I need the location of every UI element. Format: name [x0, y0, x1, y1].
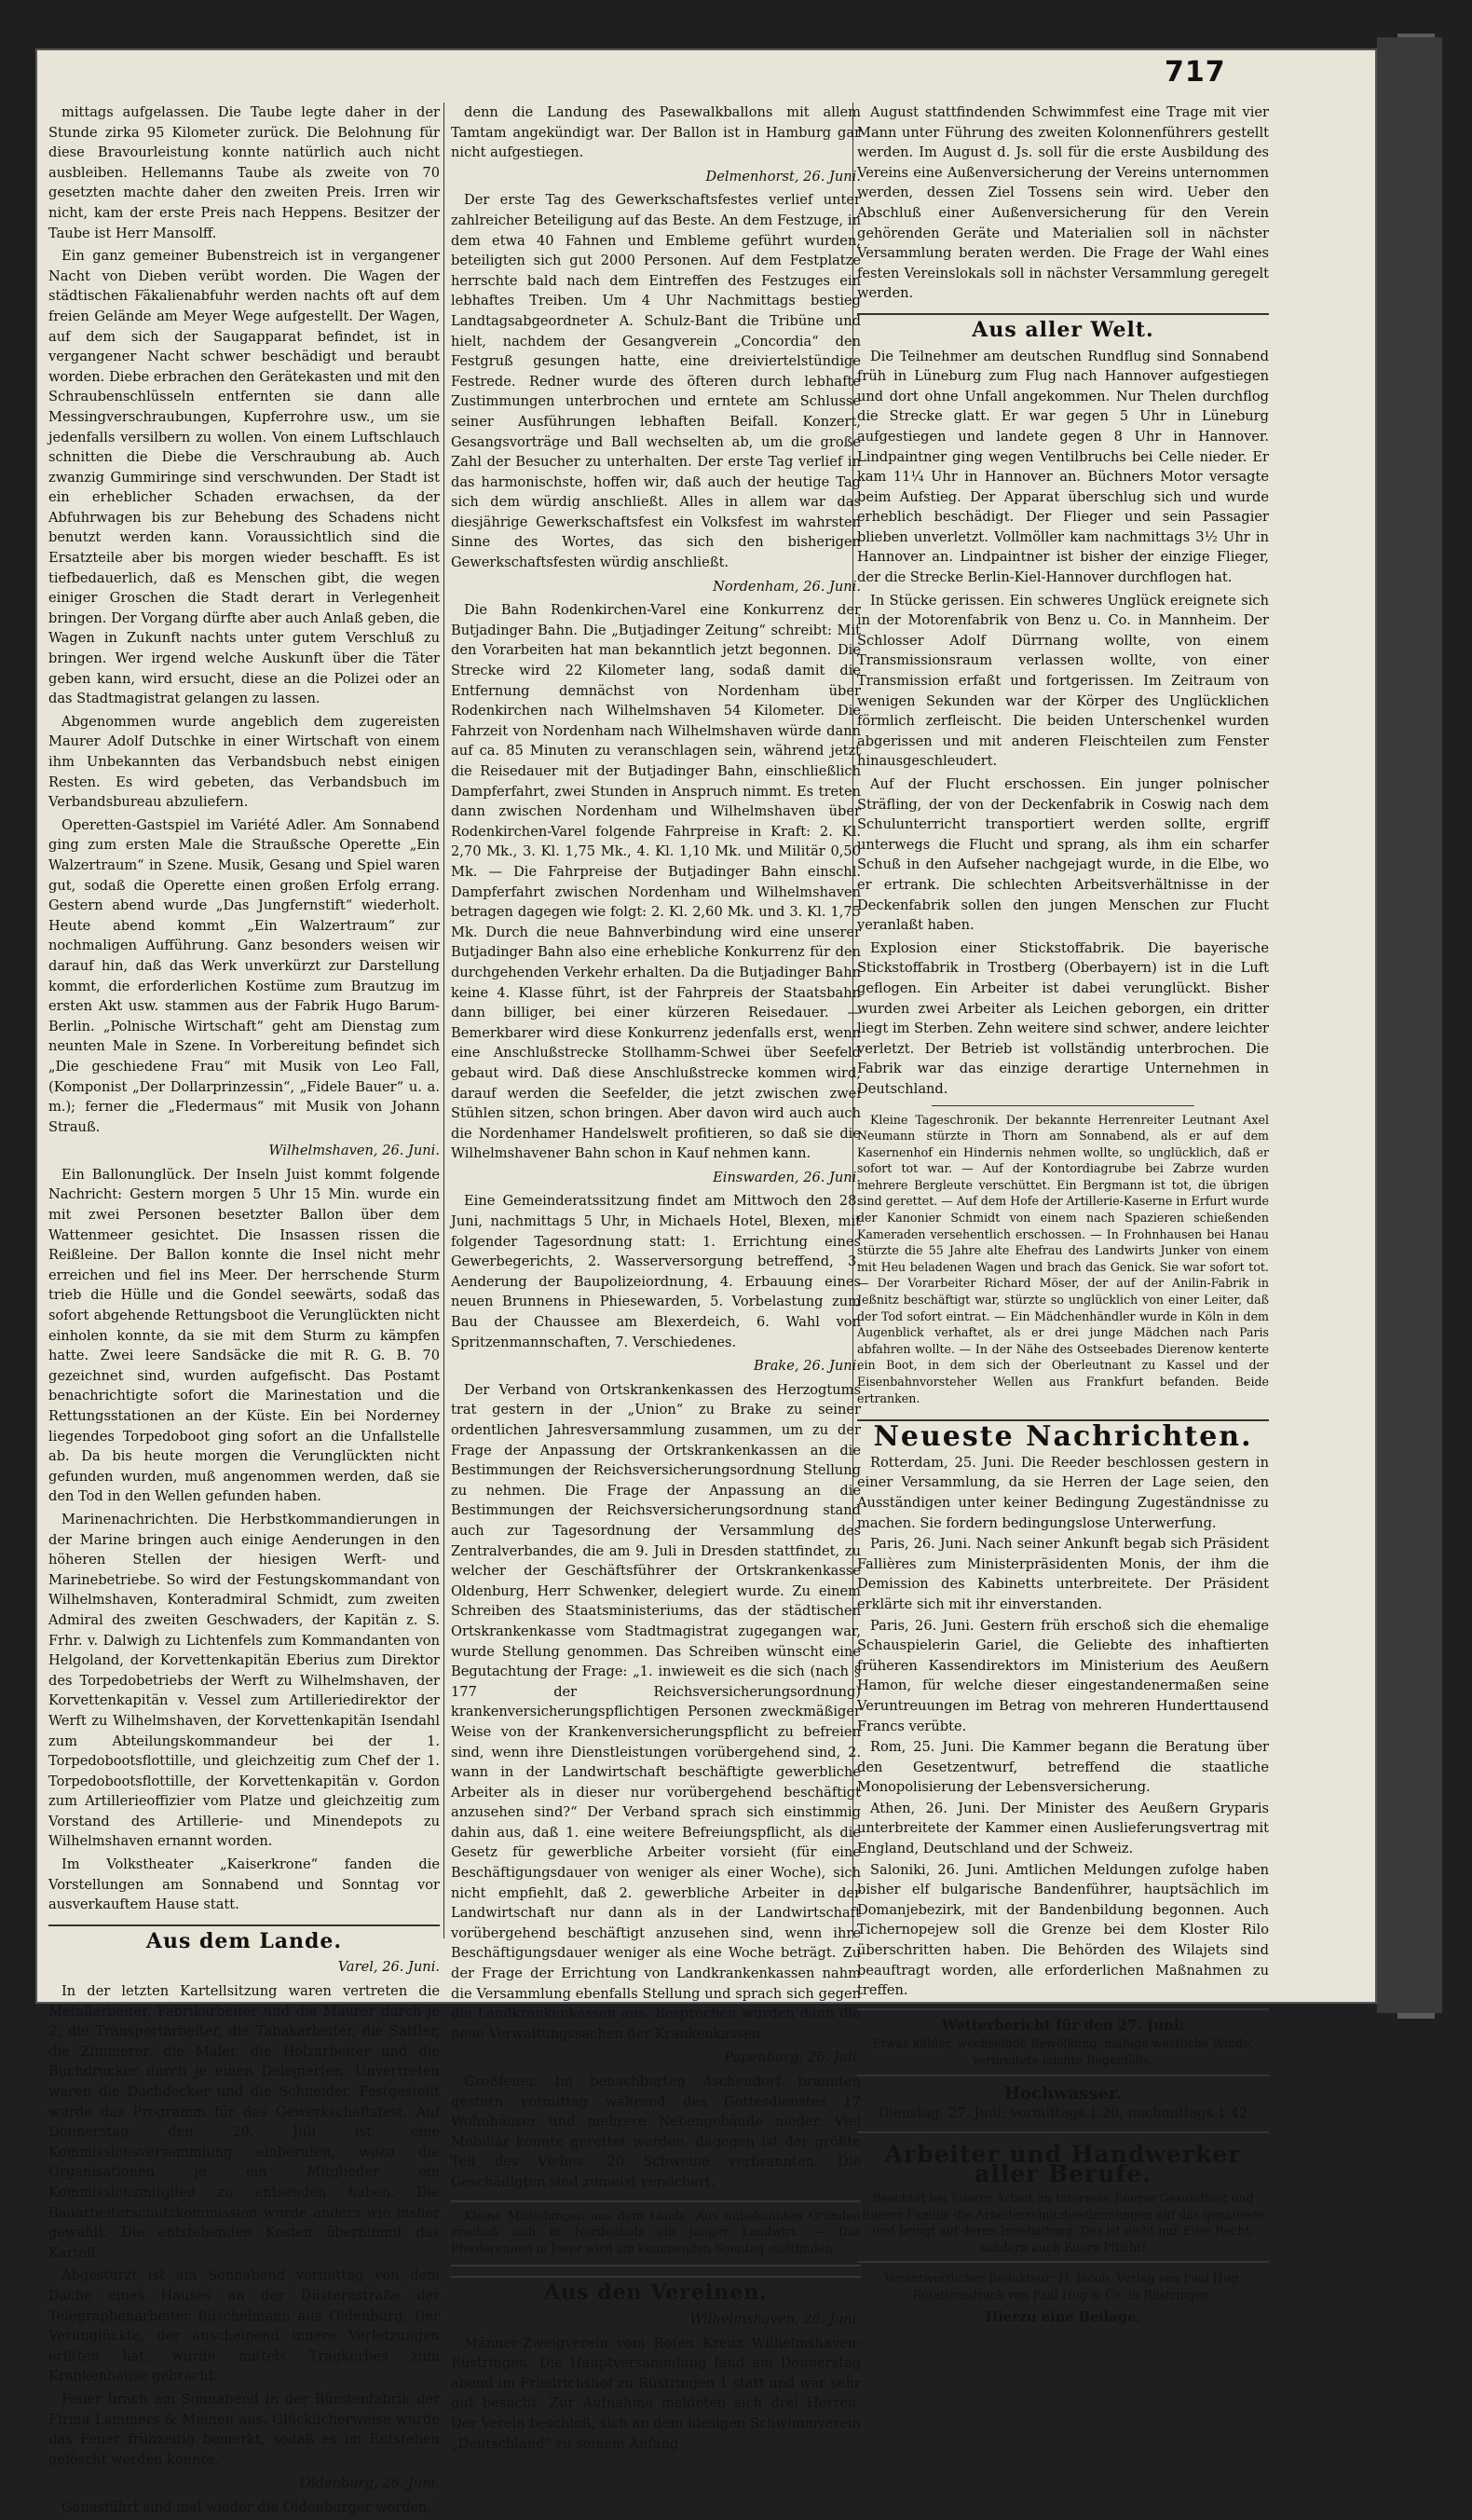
article-paragraph: Die Bahn Rodenkirchen-Varel eine Konkurrenz der Butjadinger Bahn. Die „Butjadinger Zeitung“ schreibt: Mit den Vorarbeiten hat man bekanntlich jetzt begonnen. Die Strecke wird 22 Kilometer lang, sodaß damit die Entfernung demnächst von Nordenham über Rodenkirchen nach Wilhelmshaven 54 Kilometer. Die Fahrzeit von Nordenham nach Wilhelmshaven würde dann auf ca. 85 Minuten zu veranschlagen sein, während jetzt die Reisedauer mit der Butjadinger Bahn, einschließlich Dampferfahrt, zwei Stunden in Anspruch nimmt. Es treten dann zwischen Nordenham und Wilhelmshaven über Rodenkirchen-Varel folgende Fahrpreise in Kraft: 2. Kl. 2,70 Mk., 3. Kl. 1,75 Mk., 4. Kl. 1,10 Mk. und Militär 0,50 Mk. — Die Fahrpreise der Butjadinger Bahn einschl. Dampferfahrt zwischen Nordenham und Wilhelmshaven betragen dagegen wie folgt: 2. Kl. 2,60 Mk. und 3. Kl. 1,75 Mk. Durch die neue Bahnverbindung wird eine unserer Butjadinger Bahn also eine erhebliche Konkurrenz für den durchgehenden Verkehr erhalten. Da die Butjadinger Bahn keine 4. Klasse führt, ist der Fahrpreis der Staatsbahn dann billiger, bei einer kürzeren Reisedauer. — Bemerkbarer wird diese Konkurrenz jedenfalls erst, wenn eine Anschlußstrecke Stollhamm-Schwei über Seefeld gebaut wird. Daß diese Anschlußstrecke kommen wird, darauf werden die Seefelder, die jetzt zwischen zwei Stühlen sitzen, schon bringen. Aber davon wird auch auch die Nordenhamer Handelswelt profitieren, so daß sie die Wilhelmshavener Bahn schon in Kauf nehmen kann.	[451, 602, 861, 1162]
article-paragraph: Im Volkstheater „Kaiserkrone“ fanden die Vorstellungen am Sonnabend und Sonntag vor ausverkauftem Hause statt.	[48, 1856, 440, 1913]
dateline: Varel, 26. Juni.	[337, 1959, 440, 1976]
small-chronicle	[857, 1112, 1269, 1407]
dateline: Papenburg, 26. Juli.	[724, 2049, 861, 2066]
article-paragraph: Eine Gemeinderatssitzung findet am Mittwoch den 28. Juni, nachmittags 5 Uhr, in Michaels Hotel, Blexen, mit folgender Tagesordnung statt: 1. Errichtung eines Gewerbegerichts, 2. Wasserversorgung betreffend, 3. Aenderung der Baupolizeiordnung, 4. Erbauung eines neuen Brunnens in Phiesewarden, 5. Vorbelastung zum Bau der Chaussee am Blexerdeich, 6. Wahl von Spritzenmannschaften, 7. Verschiedenes.	[451, 1193, 861, 1350]
dateline: Einswarden, 26. Juni.	[713, 1169, 861, 1185]
imprint: Verantwortlicher Redakteur: H. Jacob, Verlag von Paul Hug, Rotationsdruck von Paul Hug & Co. in Rüstringen.	[883, 2271, 1243, 2302]
news-item: Athen, 26. Juni. Der Minister des Aeußern Gryparis unterbreitete der Kammer einen Auslieferungsvertrag mit England, Deutschland und der Schweiz.	[857, 1800, 1269, 1857]
news-item: Rom, 25. Juni. Die Kammer begann die Beratung über den Gesetzentwurf, betreffend die staatliche Monopolisierung der Lebensversicherung.	[857, 1739, 1269, 1796]
column-1	[48, 103, 440, 2520]
article-paragraph: Marinenachrichten. Die Herbstkommandierungen in der Marine bringen auch einige Aenderungen in den höheren Stellen der hiesigen Werft- und Marinebetriebe. So wird der Festungskommandant von Wilhelmshaven, Konteradmiral Schmidt, zum zweiten Admiral des zweiten Geschwaders, der Kapitän z. S. Frhr. v. Dalwigh zu Lichtenfels zum Kommandanten von Helgoland, der Korvettenkapitän Eberius zum Direktor des Torpedobetriebs der Werft zu Wilhelmshaven, der Korvettenkapitän v. Vessel zum Artilleriedirektor der Werft zu Wilhelmshaven, der Korvettenkapitän Isendahl zum Abteilungskommandeur bei der 1. Torpedobootsflottille, und gleichzeitig zum Chef der 1. Torpedobootsflottille, der Korvettenkapitän v. Gordon zum Artillerieoffizier vom Platze und gleichzeitig zum Vorstand des Artillerie- und Minendepots zu Wilhelmshaven ernannt worden.	[48, 1511, 440, 1850]
article-paragraph: Großfeuer. Im benachbarten Aschendorf brannten gestern vormittag während des Gottesdienstes 17 Wohnhäuser und mehrere Nebengebäude nieder. Viel Mobiliar konnte gerettet werden, dagegen ist der größte Teil des Viehes. 20 Schweine verbrannten. Die Geschädigten sind zumeist versichert.	[451, 2074, 861, 2190]
page-number: 717	[1165, 56, 1226, 89]
article-paragraph: denn die Landung des Pasewalkballons mit allem Tamtam angekündigt war. Der Ballon ist in Hamburg gar nicht aufgestiegen.	[451, 104, 861, 161]
column-rule	[443, 103, 444, 1938]
weather-title: Wetterbericht für den 27. Juni:	[941, 2016, 1185, 2034]
article-paragraph: Auf der Flucht erschossen. Ein junger polnischer Sträfling, der von der Deckenfabrik in Coswig nach dem Schulunterricht transportiert werden sollte, ergriff unterwegs die Flucht und sprang, als ihm ein scharfer Schuß in den Aufseher nachgejagt wurde, in die Elbe, wo er ertrank. Die schlechten Arbeitsverhältnisse in der Deckenfabrik sollen den jungen Menschen zur Flucht veranlaßt haben.	[857, 776, 1269, 934]
article-paragraph: In Stücke gerissen. Ein schweres Unglück ereignete sich in der Motorenfabrik von Benz u. Co. in Mannheim. Der Schlosser Adolf Dürrnang wollte, von einem Transmissionsraum verlassen wollte, von einer Transmission erfaßt und fortgerissen. Im Zeitraum von wenigen Sekunden war der Körper des Unglücklichen förmlich zerfleischt. Die beiden Unterschenkel wurden abgerissen und mit anderen Fleischteilen zum Fenster hinausgeschleudert.	[857, 592, 1269, 770]
latest-news	[857, 1453, 1269, 2001]
small-news: Kleine Mitteilungen aus dem Lande. Aus unbekannten Gründen erschoß sich in Nordenholz ein junger Landwirt. — Das Pferderennen in Jever wird am kommenden Sonntag stattfinden.	[451, 2208, 861, 2255]
dateline: Oldenburg, 26. Juni.	[299, 2475, 440, 2492]
tide-title: Hochwasser.	[1003, 2083, 1123, 2103]
weather-text: Etwas kühler, wechselnde Bewölkung, mäßige westliche Winde, verbreitete leichte Regenfälle.	[872, 2036, 1254, 2067]
article-paragraph: Explosion einer Stickstoffabrik. Die bayerische Stickstoffabrik in Trostberg (Oberbayern) ist in die Luft geflogen. Ein Arbeiter ist dabei verunglückt. Bisher wurden zwei Arbeiter als Leichen geborgen, ein dritter liegt im Sterben. Zehn weitere sind schwer, andere leichter verletzt. Der Betrieb ist vollständig unterbrochen. Die Fabrik war das einzige derartige Unternehmen in Deutschland.	[857, 939, 1269, 1097]
article-paragraph: August stattfindenden Schwimmfest eine Trage mit vier Mann unter Führung des zweiten Kolonnenführers gestellt werden. Im August d. Js. soll für die erste Ausbildung des Vereins eine Außenversicherung der Vereins unternommen werden, dessen Ziel Tossens sein wird. Ueber den Abschluß einer Außenversicherung für den Verein gehörenden Geräte und Materialien soll in nächster Versammlung beraten werden. Die Frage der Wahl eines festen Vereinslokals soll in nächster Versammlung geregelt werden.	[857, 104, 1269, 302]
news-item: Saloniki, 26. Juni. Amtlichen Meldungen zufolge haben bisher elf bulgarische Bandenführer, hauptsächlich im Domanjebezirk, mit der Bandenbildung begonnen. Auch Tichernopejew soll die Grenze bei dem Kloster Rilo überschritten haben. Die Behörden des Wilajets sind beauftragt worden, alle erforderlichen Maßnahmen zu treffen.	[857, 1861, 1269, 1999]
workers-notice	[857, 2131, 1269, 2264]
supplement-note: Hierzu eine Beilage.	[985, 2308, 1141, 2325]
dateline: Wilhelmshaven, 26. Juni.	[268, 1143, 440, 1159]
dateline: Wilhelmshaven, 26. Juni.	[689, 2310, 861, 2327]
article-paragraph: In der letzten Kartellsitzung waren vertreten die Metallarbeiter, Fabrikarbeiter und die Maurer durch je 2, die Transportarbeiter, die Tabakarbeiter, die Sattler, die Zimmerer, die Maler, die Holzarbeiter und die Buchdrucker durch je einen Delegierten. Unvertreten waren die Dachdecker und die Schneider. Festgestellt wurde das Programm für das Gewerkschaftsfest. Auf Donnerstag den 20. Juli ist eine Kommissionsversammlung einberufen, wozu die Organisationen je ein Mitglieder ein Kommissionsmitglied zu entsenden haben. Die Bauarbeiterschutzkommission wurde anders wie bisher gewählt. Die entstehenden Kosten übernimmt das Kartell.	[48, 1983, 440, 2261]
small-news: Kleine Tageschronik. Der bekannte Herrenreiter Leutnant Axel Neumann stürzte in Thorn am Sonnabend, als er auf dem Kasernenhof ein Hindernis nehmen wollte, so unglücklich, daß er sofort tot war. — Auf der Kontordiagrube bei Zabrze wurden mehrere Bergleute verschüttet. Ein Bergmann ist tot, die übrigen sind gerettet. — Auf dem Hofe der Artillerie-Kaserne in Erfurt wurde der Kanonier Schmidt von einem nach Spazieren schießenden Kameraden versehentlich erschossen. — In Frohnhausen bei Hanau stürzte die 55 Jahre alte Ehefrau des Landwirts Junker von einem mit Heu beladenen Wagen und brach das Genick. Sie war sofort tot. — Der Vorarbeiter Richard Möser, der auf der Anilin-Fabrik in Jeßnitz beschäftigt war, stürzte so unglücklich von einer Leiter, daß der Tod sofort eintrat. — Ein Mädchenhändler wurde in Köln in dem Augenblick verhaftet, als er drei junge Mädchen nach Paris abfahren wollte. — In der Nähe des Ostseebades Dierenow kenterte ein Boot, in dem sich der Oberleutnant zu Kassel und der Eisenbahnvorsteher Wellen aus Frankfurt befanden. Beide ertranken.	[857, 1112, 1269, 1405]
article-paragraph: Abgestürzt ist am Sonnabend vormittag von dem Dache eines Hauses an der Düsternstraße der Telegraphenarbeiter Büschelmann aus Oldenburg. Der Verunglückte, der anscheinend innere Verletzungen erlitten hat, wurde mittels Tragkorbes zum Krankenhause gebracht.	[48, 2267, 440, 2385]
dateline: Brake, 26. Juni.	[754, 1358, 861, 1375]
article-paragraph: Männer-Zweigverein vom Roten Kreuz Wilhelmshaven-Rüstringen. Die Hauptversammlung fand am Donnerstag abend im Friedrichshof zu Rüstringen 1 statt und war sehr gut besucht. Zur Aufnahme meldeten sich drei Herren. Der Verein beschloß, sich an dem hiesigen Schwimmverein „Deutschland“ zu seinem Anfang	[451, 2335, 861, 2452]
section-heading: Aus den Vereinen.	[451, 2276, 861, 2304]
dateline: Delmenhorst, 26. Juni.	[705, 168, 861, 185]
article-paragraph: Feuer brach am Sonnabend in der Bürstenfabrik der Firma Lammers & Meinen aus. Glücklicherweise wurde das Feuer frühzeitig bemerkt, sodaß es im Entstehen gelöscht werden konnte.	[48, 2390, 440, 2468]
article-paragraph: Operetten-Gastspiel im Variété Adler. Am Sonnabend ging zum ersten Male die Straußsche Operette „Ein Walzertraum“ in Szene. Musik, Gesang und Spiel waren gut, sodaß die Operette einen großen Erfolg errang. Gestern abend wurde „Das Jungfernstift“ wiederholt. Heute abend kommt „Ein Walzertraum“ zur nochmaligen Aufführung. Ganz besonders weisen wir darauf hin, daß das Werk unverkürzt zur Darstellung kommt, die erforderlichen Kostüme zum Brautzug im ersten Akt usw. stammen aus der Fabrik Hugo Barum-Berlin. „Polnische Wirtschaft“ geht am Dienstag zum neunten Male in Szene. In Vorbereitung befindet sich „Die geschiedene Frau“ mit Musik von Leo Fall, (Komponist „Der Dollarprinzessin“, „Fidele Bauer“ u. a. m.); ferner die „Fledermaus“ mit Musik von Johann Strauß.	[48, 816, 440, 1135]
page-edge-shadow	[1377, 37, 1442, 2013]
section-heading: Neueste Nachrichten.	[857, 1419, 1269, 1447]
news-item: Paris, 26. Juni. Nach seiner Ankunft begab sich Präsident Fallières zum Ministerpräsidenten Monis, der ihm die Demission des Kabinetts unterbreitete. Der Präsident erklärte sich mit ihr einverstanden.	[857, 1536, 1269, 1612]
divider	[932, 1105, 1194, 1106]
article-paragraph: Ein Ballonunglück. Der Inseln Juist kommt folgende Nachricht: Gestern morgen 5 Uhr 15 Min. wurde ein mit zwei Personen besetzter Ballon über dem Wattenmeer gesichtet. Die Insassen rissen die Reißleine. Der Ballon konnte die Insel nicht mehr erreichen und fiel ins Meer. Der herrschende Sturm trieb die Hülle und die Gondel seewärts, sodaß das sofort abgehende Rettungsboot die Verunglückten nicht einholen konnte, da sie mit dem Sturm zu kämpfen hatte. Zwei leere Sandsäcke die mit R. G. B. 70 gezeichnet sind, wurden aufgefischt. Das Postamt benachrichtigte sofort die Marinestation und die Rettungsstationen an der Küste. Ein bei Norderney liegendes Torpedoboot ging sofort an die Unfallstelle ab. Da bis heute morgen die Verunglückten nicht gefunden wurden, muß angenommen werden, daß sie den Tod in den Wellen gefunden haben.	[48, 1166, 440, 1505]
tide-text: Dienstag, 27. Juni: vormittags 1.20, nachmittags 1.42	[878, 2105, 1248, 2122]
section-heading: Aus dem Lande.	[48, 1924, 440, 1952]
dateline: Nordenham, 26. Juni.	[713, 578, 861, 595]
article-paragraph: Der Verband von Ortskrankenkassen des Herzogtums trat gestern in der „Union“ zu Brake zu seiner ordentlichen Jahresversammlung zusammen, um zu der Frage der Anpassung der Ortskrankenkassen an die Bestimmungen der Reichsversicherungsordnung Stellung zu nehmen. Die Frage der Anpassung an die Bestimmungen der Reichsversicherungsordnung stand auch zur Tagesordnung der Versammlung des Zentralverbandes, die am 9. Juli in Dresden stattfindet, zu welcher der Geschäftsführer der Ortskrankenkasse Oldenburg, Herr Schwenker, delegiert wurde. Zu einem Schreiben des Staatsministeriums, das der städtischen Ortskrankenkasse vom Stadtmagistrat zugegangen war, wurde Stellung genommen. Das Schreiben wünscht eine Begutachtung der Frage: „1. inwieweit es die sich (nach § 177 der Reichsversicherungsordnung) krankenversicherungspflichtigen Personen zweckmäßiger Weise von der Krankenversicherungspflicht zu befreien sind, wenn ihre Dienstleistungen vorübergehend sind, 2. wann in der Landwirtschaft beschäftigte gewerbliche Arbeiter als in dieser nur vorübergehend beschäftigt anzusehen sind?“ Der Verband sprach sich einstimmig dahin aus, daß 1. eine weitere Befreiungspflicht, als die Gesetz für gewerbliche Arbeiter vorsieht (für eine Beschäftigungsdauer von weniger als einer Woche), sich nicht empfiehlt, daß 2. gewerbliche Arbeiter in der Landwirtschaft nur dann als in der Landwirtschaft vorübergehend beschäftigt anzusehen sind, wenn ihre Beschäftigungsdauer weniger als eine Woche beträgt. Zu der Frage der Errichtung von Landkrankenkassen nahm die Versammlung ebenfalls Stellung und sprach sich gegen die Landkrankenkassen aus. Besprochen wurden dann die neue Verwaltungssachen der Krankenkassen.	[451, 1381, 861, 2042]
weather-box	[857, 2008, 1269, 2076]
article-paragraph: Die Teilnehmer am deutschen Rundflug sind Sonnabend früh in Lüneburg zum Flug nach Hannover aufgestiegen und dort ohne Unfall angekommen. Nur Thelen durchflog die Strecke glatt. Er war gegen 5 Uhr in Lüneburg aufgestiegen und landete gegen 8 Uhr in Hannover. Lindpaintner ging wegen Ventilbruchs bei Celle nieder. Er kam 11¼ Uhr in Hannover an. Büchners Motor versagte beim Aufstieg. Der Apparat überschlug sich und wurde erheblich beschädigt. Der Flieger und sein Passagier blieben unverletzt. Vollmöller kam nachmittags 3½ Uhr in Hannover an. Lindpaintner ist bisher der einzige Flieger, der die Strecke Berlin-Kiel-Hannover durchflogen hat.	[857, 348, 1269, 586]
small-news-box	[451, 2200, 861, 2267]
article-paragraph: Ein ganz gemeiner Bubenstreich ist in vergangener Nacht von Dieben verübt worden. Die Wagen der städtischen Fäkalienabfuhr werden nachts oft auf dem freien Gelände am Meyer Wege aufgestellt. Der Wagen, auf dem sich der Saugapparat befindet, ist in vergangener Nacht schwer beschädigt und beraubt worden. Diebe erbrachen den Gerätekasten und mit den Schraubenschlüsseln entfernten sie dann alle Messingverschraubungen, Kupferrohre usw., um sie jedenfalls versilbern zu wollen. Von einem Luftschlauch schnitten die Diebe die Verschraubung ab. Auch zwanzig Gummiringe sind verschwunden. Der Stadt ist ein erheblicher Schaden erwachsen, da der Abfuhrwagen bis zur Behebung des Schadens nicht benutzt werden kann. Voraussichtlich sind die Ersatzteile aber bis morgen wieder beschafft. Es ist tiefbedauerlich, daß es Menschen gibt, die wegen einiger Groschen die Stadt derart in Verlegenheit bringen. Der Vorgang dürfte aber auch Anlaß geben, die Wagen in Zukunft nachts unter gutem Verschluß zu bringen. Wer irgend welche Auskunft über die Täter geben kann, wird ersucht, diese an die Polizei oder an das Stadtmagistrat gelangen zu lassen.	[48, 248, 440, 707]
notice-text: Beachtet bei Euerer Arbeit im Interesse Euerer Gesundheit und Euerer Familie die Arbeiterschutzbestimmungen auf das genaueste und bringt auf deren Innehaltung. Das ist nicht nur Euer Recht, sondern auch Euere Pflicht!	[861, 2190, 1265, 2254]
article-paragraph: mittags aufgelassen. Die Taube legte daher in der Stunde zirka 95 Kilometer zurück. Die Belohnung für diese Bravourleistung konnte natürlich auch nicht ausbleiben. Hellemanns Taube als zweite von 70 gesetzten machte daher den zweiten Preis. Irren wir nicht, kam der erste Preis nach Heppens. Besitzer der Taube ist Herr Mansolff.	[48, 104, 440, 241]
column-2	[451, 103, 861, 2457]
notice-title: Arbeiter und Handwerker aller Berufe.	[884, 2140, 1242, 2188]
article-paragraph: Genasführt sind mal wieder die Oldenburger worden,	[61, 2499, 432, 2515]
article-paragraph: Der erste Tag des Gewerkschaftsfestes verlief unter zahlreicher Beteiligung auf das Beste. An dem Festzuge, in dem etwa 40 Fahnen und Embleme geführt wurden, beteiligten sich gut 2000 Personen. Auf dem Festplatze herrschte bald nach dem Eintreffen des Festzuges ein lebhaftes Treiben. Um 4 Uhr Nachmittags bestieg Landtagsabgeordneter A. Schulz-Bant die Tribüne und hielt, nachdem der Gesangverein „Concordia“ den Festgruß gesungen hatte, eine dreiviertelstündige Festrede. Redner wurde des öfteren durch lebhafte Zustimmungen unterbrochen und erntete am Schlusse seiner Ausführungen lebhaften Beifall. Konzert, Gesangsvorträge und Ball wechselten ab, um die große Zahl der Besucher zu unterhalten. Der erste Tag verlief in das harmonischste, hoffen wir, daß auch der heutige Tag sich dem würdig anschließt. Alles in allem war das diesjährige Gewerkschaftsfest ein Volksfest im wahrsten Sinne des Wortes, das sich den bisherigen Gewerkschaftsfesten würdig anschließt.	[451, 192, 861, 571]
section-heading: Aus aller Welt.	[857, 313, 1269, 341]
news-item: Rotterdam, 25. Juni. Die Reeder beschlossen gestern in einer Versammlung, da sie Herren der Lage seien, den Ausständigen unter keiner Bedingung Zugeständnisse zu machen. Sie fordern bedingungslose Unterwerfung.	[857, 1454, 1269, 1531]
news-item: Paris, 26. Juni. Gestern früh erschoß sich die ehemalige Schauspielerin Gariel, die Geliebte des inhaftierten früheren Kassendirektors im Ministerium des Aeußern Hamon, für welche dieser eingestandenermaßen seine Veruntreuungen im Betrag von mehreren Hunderttausend Francs verübte.	[857, 1617, 1269, 1734]
article-paragraph: Abgenommen wurde angeblich dem zugereisten Maurer Adolf Dutschke in einer Wirtschaft von einem ihm Unbekannten das Verbandsbuch nebst einigen Resten. Es wird gebeten, das Verbandsbuch im Verbandsbureau abzuliefern.	[48, 713, 440, 811]
column-3	[857, 103, 1269, 2327]
